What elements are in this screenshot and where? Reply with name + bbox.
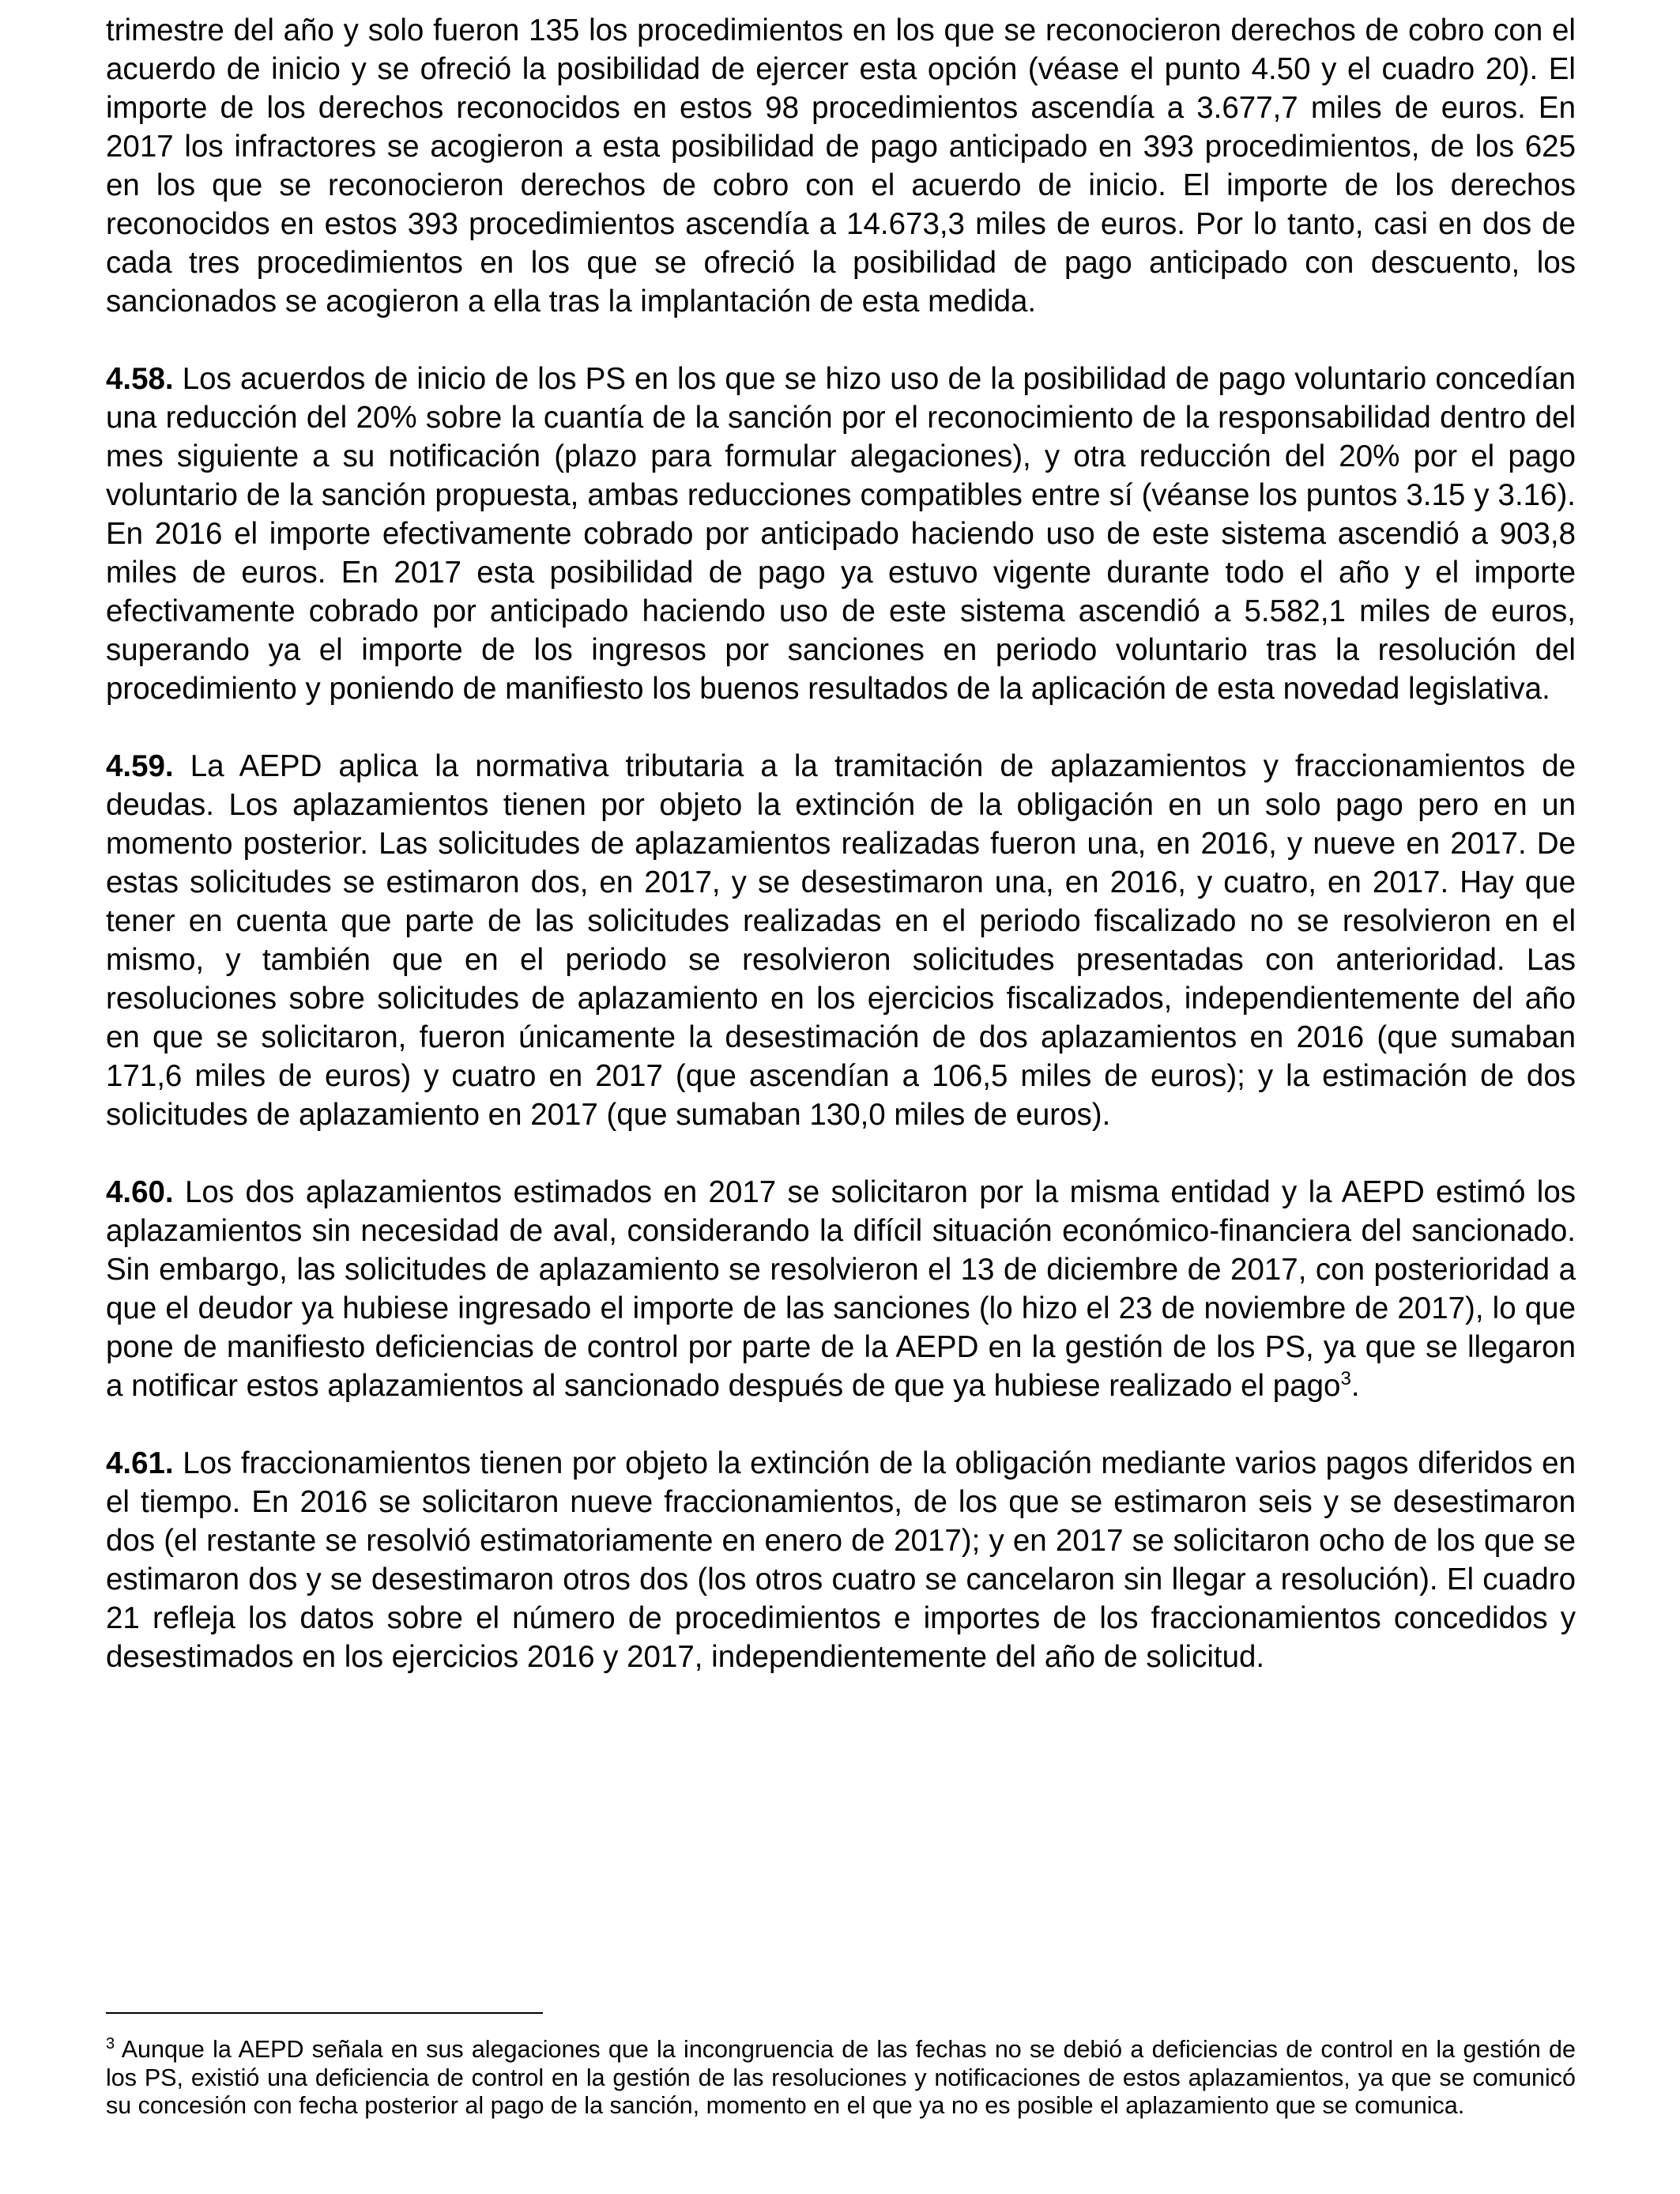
paragraph-number: 4.59. <box>106 749 174 783</box>
footnote-separator <box>106 2012 543 2014</box>
paragraph-number: 4.60. <box>106 1175 174 1209</box>
paragraph-text: La AEPD aplica la normativa tributaria a la tramitación de aplazamientos y fraccionamientos de deudas. Los aplazamientos tienen por objeto la extinción de la obligación en un solo pago pero en un momento posterior. Las solicitudes de aplazamientos realizadas fueron una, en 2016, y nueve en 2017. De estas solicitudes se estimaron dos, en 2017, y se desestimaron una, en 2016, y cuatro, en 2017. Hay que tener en cuenta que parte de las solicitudes realizadas en el periodo fiscalizado no se resolvieron en el mismo, y también que en el periodo se resolvieron solicitudes presentadas con anterioridad. Las resoluciones sobre solicitudes de aplazamiento en los ejercicios fiscalizados, independientemente del año en que se solicitaron, fueron únicamente la desestimación de dos aplazamientos en 2016 (que sumaban 171,6 miles de euros) y cuatro en 2017 (que ascendían a 106,5 miles de euros); y la estimación de dos solicitudes de aplazamiento en 2017 (que sumaban 130,0 miles de euros). <box>106 749 1576 1132</box>
paragraph-text: Los dos aplazamientos estimados en 2017 se solicitaron por la misma entidad y la AEPD estimó los aplazamientos sin necesidad de aval, considerando la difícil situación económico-financiera del sancionado. Sin embargo, las solicitudes de aplazamiento se resolvieron el 13 de diciembre de 2017, con posterioridad a que el deudor ya hubiese ingresado el importe de las sanciones (lo hizo el 23 de noviembre de 2017), lo que pone de manifiesto deficiencias de control por parte de la AEPD en la gestión de los PS, ya que se llegaron a notificar estos aplazamientos al sancionado después de que ya hubiese realizado el pago <box>106 1175 1576 1403</box>
paragraph-number: 4.58. <box>106 362 174 396</box>
paragraph-continued <box>106 11 1576 321</box>
paragraph-4-60 <box>106 1173 1576 1405</box>
footnote <box>106 2036 1576 2120</box>
paragraph-trailing: . <box>1350 1369 1360 1403</box>
paragraph-number: 4.61. <box>106 1446 174 1480</box>
paragraph-4-61 <box>106 1444 1576 1676</box>
paragraph-4-58 <box>106 360 1576 708</box>
footnote-reference[interactable]: 3 <box>1340 1368 1351 1390</box>
paragraph-text: Los acuerdos de inicio de los PS en los que se hizo uso de la posibilidad de pago voluntario concedían una reducción del 20% sobre la cuantía de la sanción por el reconocimiento de la responsabilidad dentro del mes siguiente a su notificación (plazo para formular alegaciones), y otra reducción del 20% por el pago voluntario de la sanción propuesta, ambas reducciones compatibles entre sí (véanse los puntos 3.15 y 3.16). En 2016 el importe efectivamente cobrado por anticipado haciendo uso de este sistema ascendió a 903,8 miles de euros. En 2017 esta posibilidad de pago ya estuvo vigente durante todo el año y el importe efectivamente cobrado por anticipado haciendo uso de este sistema ascendió a 5.582,1 miles de euros, superando ya el importe de los ingresos por sanciones en periodo voluntario tras la resolución del procedimiento y poniendo de manifiesto los buenos resultados de la aplicación de esta novedad legislativa. <box>106 362 1576 706</box>
footnote-marker: 3 <box>106 2034 115 2053</box>
document-body <box>106 11 1576 1715</box>
footnote-text: Aunque la AEPD señala en sus alegaciones que la incongruencia de las fechas no se debió a deficiencias de control en la gestión de los PS, existió una deficiencia de control en la gestión de las resoluciones y notificaciones de estos aplazamientos, ya que se comunicó su concesión con fecha posterior al pago de la sanción, momento en el que ya no es posible el aplazamiento que se comunica. <box>106 2036 1576 2119</box>
paragraph-4-59 <box>106 747 1576 1134</box>
paragraph-text: Los fraccionamientos tienen por objeto la extinción de la obligación mediante varios pagos diferidos en el tiempo. En 2016 se solicitaron nueve fraccionamientos, de los que se estimaron seis y se desestimaron dos (el restante se resolvió estimatoriamente en enero de 2017); y en 2017 se solicitaron ocho de los que se estimaron dos y se desestimaron otros dos (los otros cuatro se cancelaron sin llegar a resolución). El cuadro 21 refleja los datos sobre el número de procedimientos e importes de los fraccionamientos concedidos y desestimados en los ejercicios 2016 y 2017, independientemente del año de solicitud. <box>106 1446 1576 1674</box>
paragraph-text: trimestre del año y solo fueron 135 los procedimientos en los que se reconocieron derechos de cobro con el acuerdo de inicio y se ofreció la posibilidad de ejercer esta opción (véase el punto 4.50 y el cuadro 20). El importe de los derechos reconocidos en estos 98 procedimientos ascendía a 3.677,7 miles de euros. En 2017 los infractores se acogieron a esta posibilidad de pago anticipado en 393 procedimientos, de los 625 en los que se reconocieron derechos de cobro con el acuerdo de inicio. El importe de los derechos reconocidos en estos 393 procedimientos ascendía a 14.673,3 miles de euros. Por lo tanto, casi en dos de cada tres procedimientos en los que se ofreció la posibilidad de pago anticipado con descuento, los sancionados se acogieron a ella tras la implantación de esta medida. <box>106 13 1576 319</box>
